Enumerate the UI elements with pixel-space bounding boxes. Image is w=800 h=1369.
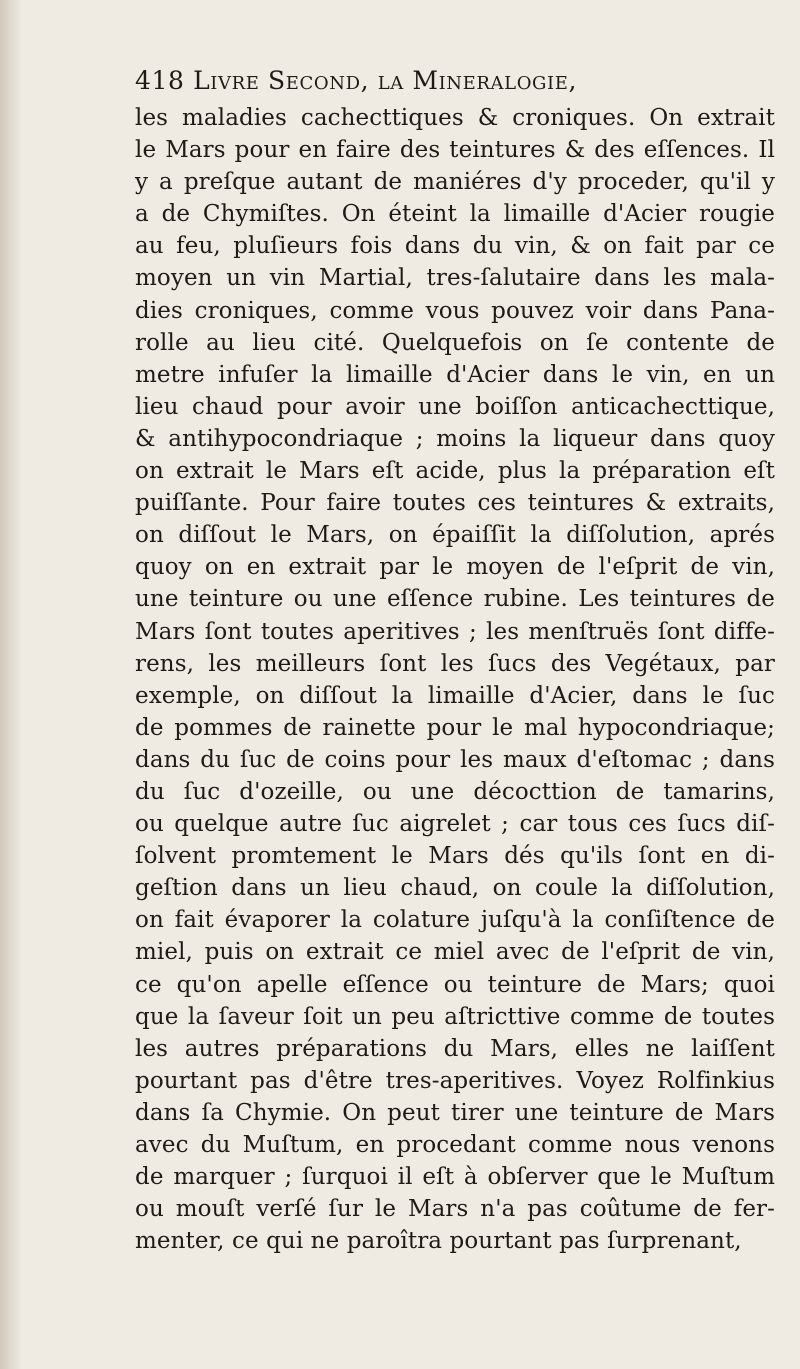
text-line: rens, les meilleurs ſont les ſucs des Vegétaux, par bbox=[135, 650, 775, 677]
text-line: rolle au lieu cité. Quelquefois on ſe contente de bbox=[135, 329, 775, 356]
text-line: lieu chaud pour avoir une boiſſon anticachecttique, bbox=[135, 393, 775, 420]
text-line: Mars ſont toutes aperitives ; les menſtruës ſont diffe- bbox=[135, 618, 775, 645]
text-line: les autres préparations du Mars, elles ne laiſſent bbox=[135, 1035, 775, 1062]
text-line: on extrait le Mars eſt acide, plus la préparation eſt bbox=[135, 458, 775, 485]
text-line: ſolvent promtement le Mars dés qu'ils ſont en di- bbox=[135, 843, 775, 870]
text-line: y a preſque autant de maniéres d'y proceder, qu'il y bbox=[135, 169, 775, 196]
text-line: & antihypocondriaque ; moins la liqueur dans quoy bbox=[135, 425, 775, 452]
page-gutter-shadow bbox=[0, 0, 22, 1369]
text-line: du ſuc d'ozeille, ou une décocttion de tamarins, bbox=[135, 778, 775, 805]
text-line: de pommes de rainette pour le mal hypocondriaque; bbox=[135, 714, 775, 741]
text-line: miel, puis on extrait ce miel avec de l'eſprit de vin, bbox=[135, 939, 775, 966]
text-line: on diſſout le Mars, on épaiſſit la diſſolution, aprés bbox=[135, 522, 775, 549]
text-line: puiſſante. Pour faire toutes ces teintures & extraits, bbox=[135, 490, 775, 517]
running-header bbox=[135, 60, 775, 102]
running-title: Livre Second, la Mineralogie, bbox=[193, 66, 578, 95]
text-line: dans du ſuc de coins pour les maux d'eſtomac ; dans bbox=[135, 746, 775, 773]
text-line: ou quelque autre ſuc aigrelet ; car tous ces ſucs diſ- bbox=[135, 811, 775, 838]
text-line: geſtion dans un lieu chaud, on coule la diſſolution, bbox=[135, 875, 775, 902]
text-line: que la ſaveur ſoit un peu aſtricttive comme de toutes bbox=[135, 1003, 775, 1030]
page-number: 418 bbox=[135, 66, 185, 95]
text-line: ce qu'on apelle eſſence ou teinture de Mars; quoi bbox=[135, 971, 775, 998]
text-line: on fait évaporer la colature juſqu'à la conſiſtence de bbox=[135, 907, 775, 934]
text-line: a de Chymiſtes. On éteint la limaille d'Acier rougie bbox=[135, 201, 775, 228]
text-line: avec du Muſtum, en procedant comme nous venons bbox=[135, 1132, 775, 1158]
body-text bbox=[135, 102, 775, 1257]
text-line: une teinture ou une eſſence rubine. Les teintures de bbox=[135, 586, 775, 613]
text-line: moyen un vin Martial, tres-ſalutaire dans les mala- bbox=[135, 265, 775, 292]
text-line: les maladies cachecttiques & croniques. On extrait bbox=[135, 105, 775, 131]
text-line: ou mouſt verſé ſur le Mars n'a pas coûtume de fer- bbox=[135, 1196, 775, 1223]
text-line: exemple, on diſſout la limaille d'Acier, dans le ſuc bbox=[135, 682, 775, 709]
text-line: de marquer ; ſurquoi il eſt à obſerver que le Muſtum bbox=[135, 1164, 775, 1191]
text-block bbox=[135, 60, 775, 1257]
text-line: dies croniques, comme vous pouvez voir dans Pana- bbox=[135, 297, 775, 324]
text-line: quoy on en extrait par le moyen de l'eſprit de vin, bbox=[135, 554, 775, 581]
text-line: au feu, pluſieurs fois dans du vin, & on fait par ce bbox=[135, 233, 775, 260]
text-line: menter, ce qui ne paroîtra pourtant pas ſurprenant, bbox=[135, 1228, 742, 1255]
text-line: dans ſa Chymie. On peut tirer une teinture de Mars bbox=[135, 1099, 775, 1126]
text-line: metre infuſer la limaille d'Acier dans le vin, en un bbox=[135, 361, 775, 388]
text-line: pourtant pas d'être tres-aperitives. Voyez Rolfinkius bbox=[135, 1067, 775, 1094]
text-line: le Mars pour en faire des teintures & des eſſences. Il bbox=[135, 137, 775, 164]
